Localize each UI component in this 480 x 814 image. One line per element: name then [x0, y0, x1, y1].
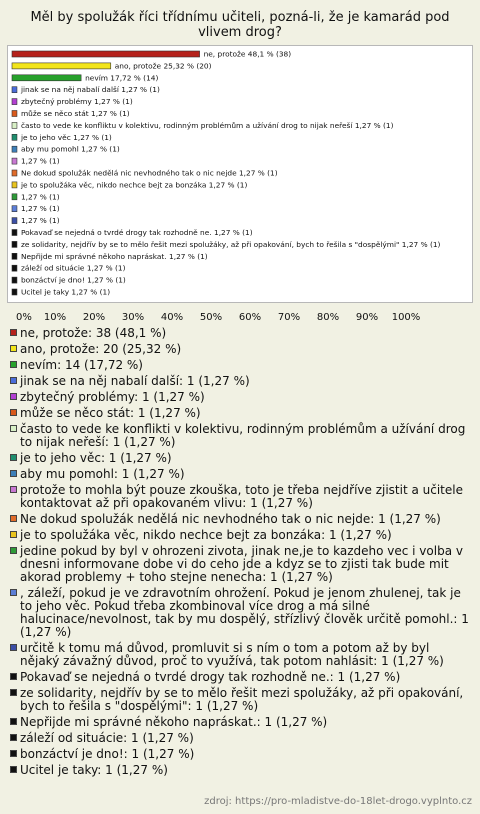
legend-label: ano, protože: 20 (25,32 %): [20, 342, 182, 356]
legend-label: jedine pokud by byl v ohrozeni zivota, jinak ne,je to kazdeho vec i volba v dnesni informovane dobe vi do ceho jde a kdyz se to zjisti tak bude mit akorad problemy + toho stejne nenecha: 1 (1,27 %): [20, 544, 463, 584]
legend-swatch: [10, 361, 17, 368]
bar-label-17: Nepřijde mi správné někoho napráskat. 1,27 % (1): [20, 251, 208, 261]
bar-2: [12, 75, 81, 81]
bar-label-3: jinak se na něj nabalí další 1,27 % (1): [20, 85, 160, 95]
legend-label: zbytečný problémy: 1 (1,27 %): [20, 390, 205, 404]
legend-swatch: [10, 329, 17, 336]
legend-label: bonzáctví je dno!: 1 (1,27 %): [20, 747, 195, 761]
bar-label-18: záleží od situácie 1,27 % (1): [20, 263, 126, 273]
legend-swatch: [10, 766, 17, 773]
x-tick-label: 90%: [355, 312, 379, 323]
bar-label-5: může se něco stát 1,27 % (1): [20, 109, 130, 118]
x-tick-label: 50%: [199, 312, 223, 323]
legend-swatch: [10, 644, 17, 651]
bar-label-13: 1,27 % (1): [20, 204, 60, 214]
legend-swatch: [10, 718, 17, 725]
legend-label: protože to mohla být pouze zkouška, toto je třeba nejdříve zjistit a učitele kontaktovat až při opakovaném vlivu: 1 (1,27 %): [20, 483, 463, 510]
legend-item: [10, 716, 470, 729]
legend-item: [10, 529, 470, 542]
legend-item: [10, 327, 470, 340]
legend-swatch: [10, 486, 17, 493]
legend-label: Nepřijde mi správné někoho napráskat.: 1 (1,27 %): [20, 715, 328, 729]
bar-20: [12, 289, 17, 295]
bar-1: [12, 63, 111, 69]
legend-swatch: [10, 750, 17, 757]
bar-chart: [0, 0, 480, 325]
legend-item: [10, 732, 470, 745]
bar-3: [12, 87, 17, 93]
legend-swatch: [10, 515, 17, 522]
bar-label-16: ze solidarity, nejdřív by se to mělo řešit mezi spolužáky, až při opakování, bych to řešila s "dospělými" 1,27 % (1): [20, 239, 441, 249]
legend-item: [10, 452, 470, 465]
legend: [10, 327, 470, 780]
legend-swatch: [10, 345, 17, 352]
bar-label-0: ne, protože 48,1 % (38): [203, 49, 292, 59]
x-tick-label: 40%: [160, 312, 184, 323]
bar-6: [12, 122, 17, 128]
legend-label: často to vede ke konflikti v kolektivu, rodinným problémům a užívání drog to nijak neřeší: 1 (1,27 %): [20, 422, 466, 449]
legend-item: [10, 407, 470, 420]
legend-label: , záleží, pokud je ve zdravotním ohrožení. Pokud je jenom zhulenej, tak je to jeho věc. Pokud třeba zkombinoval více drog a má silné halucinace/nevolnost, tak by mu dospělý, střízlivý člověk určitě pomohl.: 1 (1,27 %): [20, 586, 469, 639]
legend-swatch: [10, 673, 17, 680]
bar-label-20: Ucitel je taky 1,27 % (1): [20, 287, 111, 297]
bar-13: [12, 206, 17, 212]
legend-swatch: [10, 454, 17, 461]
bar-label-9: 1,27 % (1): [20, 156, 60, 166]
legend-label: záleží od situácie: 1 (1,27 %): [20, 731, 194, 745]
legend-swatch: [10, 470, 17, 477]
legend-item: [10, 468, 470, 481]
bar-0: [12, 51, 200, 57]
legend-swatch: [10, 409, 17, 416]
legend-label: určitě k tomu má důvod, promluvit si s ním o tom a potom až by byl nějaký závažný důvod, proč to využívá, tak potom nahlásit: 1 (1,27 %): [20, 641, 444, 668]
legend-item: [10, 513, 470, 526]
bar-8: [12, 146, 17, 152]
legend-swatch: [10, 689, 17, 696]
legend-label: aby mu pomohl: 1 (1,27 %): [20, 467, 185, 481]
legend-item: [10, 343, 470, 356]
legend-label: je to spolužáka věc, nikdo nechce bejt za bonzáka: 1 (1,27 %): [20, 528, 392, 542]
legend-label: Ucitel je taky: 1 (1,27 %): [20, 763, 168, 777]
legend-item: [10, 587, 470, 639]
legend-label: ne, protože: 38 (48,1 %): [20, 326, 167, 340]
legend-label: může se něco stát: 1 (1,27 %): [20, 406, 201, 420]
legend-item: [10, 484, 470, 510]
bar-5: [12, 111, 17, 117]
legend-swatch: [10, 393, 17, 400]
x-tick-label: 10%: [43, 312, 67, 323]
bar-10: [12, 170, 17, 176]
bar-label-11: je to spolužáka věc, nikdo nechce bejt za bonzáka 1,27 % (1): [20, 180, 248, 190]
legend-swatch: [10, 531, 17, 538]
legend-item: [10, 748, 470, 761]
chart-title: Měl by spolužák říci třídnímu učiteli, pozná-li, že je kamarád pod vlivem drog?: [30, 10, 450, 40]
legend-swatch: [10, 547, 17, 554]
x-tick-label: 60%: [238, 312, 262, 323]
bar-label-10: Ne dokud spolužák nedělá nic nevhodného tak o nic nejde 1,27 % (1): [20, 168, 278, 178]
x-tick-label: 20%: [82, 312, 106, 323]
bar-15: [12, 230, 17, 236]
bar-label-19: bonzáctví je dno! 1,27 % (1): [20, 275, 126, 285]
bar-label-2: nevím 17,72 % (14): [85, 73, 159, 83]
bar-18: [12, 265, 17, 271]
legend-item: [10, 687, 470, 713]
bar-label-7: je to jeho věc 1,27 % (1): [20, 132, 112, 142]
legend-swatch: [10, 425, 17, 432]
legend-item: [10, 359, 470, 372]
bar-11: [12, 182, 17, 188]
bar-label-6: často to vede ke konfliktu v kolektivu, rodinným problémům a užívání drog to nijak neřeší 1,27 % (1): [20, 120, 394, 130]
legend-item: [10, 764, 470, 777]
legend-label: je to jeho věc: 1 (1,27 %): [20, 451, 172, 465]
bar-4: [12, 99, 17, 105]
legend-swatch: [10, 734, 17, 741]
legend-item: [10, 375, 470, 388]
bar-9: [12, 158, 17, 164]
x-tick-label: 100%: [391, 312, 421, 323]
bar-7: [12, 134, 17, 140]
x-tick-label: 0%: [16, 312, 32, 323]
legend-label: ze solidarity, nejdřív by se to mělo řešit mezi spolužáky, až při opakování, bych to řešila s "dospělými": 1 (1,27 %): [20, 686, 464, 713]
bar-19: [12, 277, 17, 283]
x-tick-label: 30%: [121, 312, 145, 323]
legend-label: nevím: 14 (17,72 %): [20, 358, 143, 372]
legend-item: [10, 391, 470, 404]
legend-swatch: [10, 589, 17, 596]
bar-label-15: Pokavaď se nejedná o tvrdé drogy tak rozhodně ne. 1,27 % (1): [20, 228, 253, 237]
bar-14: [12, 218, 17, 224]
bar-label-14: 1,27 % (1): [20, 216, 60, 226]
x-tick-label: 70%: [277, 312, 301, 323]
bar-label-12: 1,27 % (1): [20, 192, 60, 202]
legend-item: [10, 545, 470, 584]
bar-label-8: aby mu pomohl 1,27 % (1): [20, 144, 120, 154]
legend-item: [10, 671, 470, 684]
bar-16: [12, 241, 17, 247]
bar-label-1: ano, protože 25,32 % (20): [114, 61, 212, 71]
legend-label: jinak se na něj nabalí další: 1 (1,27 %): [20, 374, 250, 388]
legend-swatch: [10, 377, 17, 384]
x-tick-label: 80%: [316, 312, 340, 323]
source-note: zdroj: https://pro-mladistve-do-18let-drogo.vyplnto.cz: [204, 796, 472, 807]
legend-item: [10, 642, 470, 668]
legend-label: Ne dokud spolužák nedělá nic nevhodného tak o nic nejde: 1 (1,27 %): [20, 512, 441, 526]
legend-item: [10, 423, 470, 449]
bar-label-4: zbytečný problémy 1,27 % (1): [20, 97, 133, 107]
bar-12: [12, 194, 17, 200]
legend-label: Pokavaď se nejedná o tvrdé drogy tak rozhodně ne.: 1 (1,27 %): [20, 670, 401, 684]
bar-17: [12, 253, 17, 259]
